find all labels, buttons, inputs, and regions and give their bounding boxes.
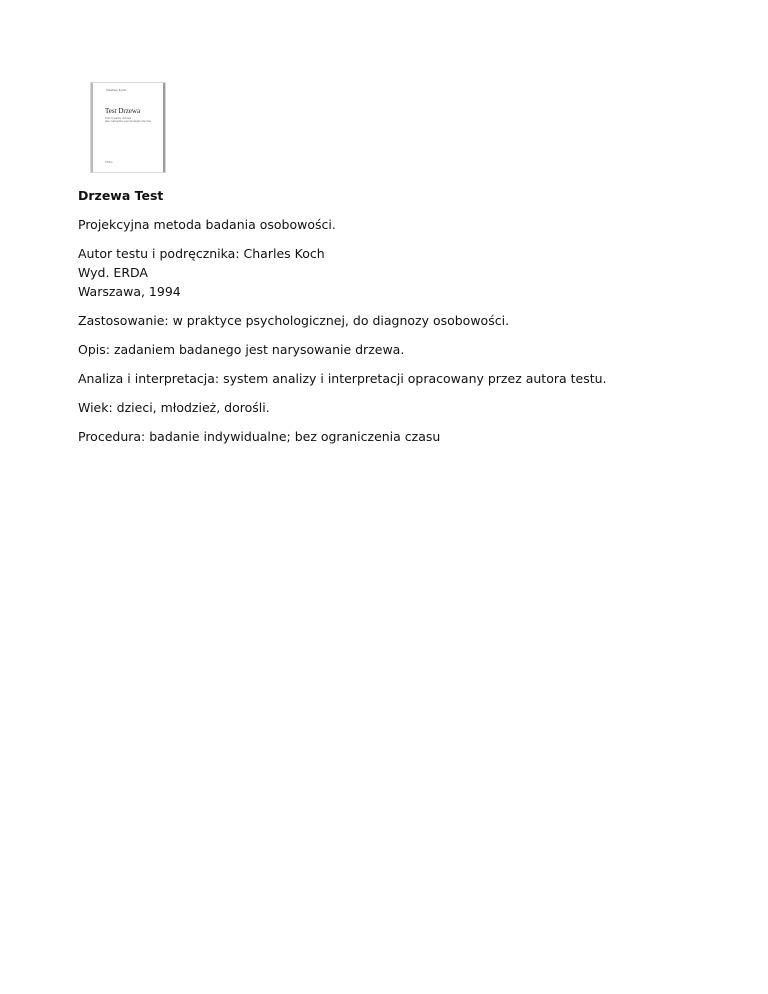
- place-year-line: Warszawa, 1994: [78, 284, 181, 299]
- cover-subtitle: [105, 117, 151, 123]
- cover-title: Test Drzewa: [105, 107, 141, 115]
- cover-subtitle-line-2: jako narzędzie psychodiagnostyczne: [105, 120, 152, 123]
- analysis-paragraph: Analiza i interpretacja: system analizy i interpretacji opracowany przez autora testu.: [78, 371, 607, 386]
- book-cover-image: [91, 83, 165, 172]
- test-description: Projekcyjna metoda badania osobowości.: [78, 217, 336, 232]
- task-paragraph: Opis: zadaniem badanego jest narysowanie drzewa.: [78, 342, 405, 357]
- author-line: Autor testu i podręcznika: Charles Koch: [78, 246, 325, 261]
- publication-info: [78, 244, 698, 301]
- cover-left-edge: [91, 83, 93, 172]
- document-heading: Drzewa Test: [78, 188, 164, 203]
- age-paragraph: Wiek: dzieci, młodzież, dorośli.: [78, 400, 270, 415]
- cover-author: Charles Koch: [106, 88, 127, 92]
- cover-subtitle-line-1: Test rysunku drzewa: [105, 117, 132, 120]
- cover-publisher: ERDA: [105, 161, 113, 164]
- document-body: [78, 186, 698, 456]
- publisher-line: Wyd. ERDA: [78, 265, 148, 280]
- procedure-paragraph: Procedura: badanie indywidualne; bez ograniczenia czasu: [78, 429, 441, 444]
- application-paragraph: Zastosowanie: w praktyce psychologicznej, do diagnozy osobowości.: [78, 313, 510, 328]
- cover-right-edge: [163, 83, 165, 172]
